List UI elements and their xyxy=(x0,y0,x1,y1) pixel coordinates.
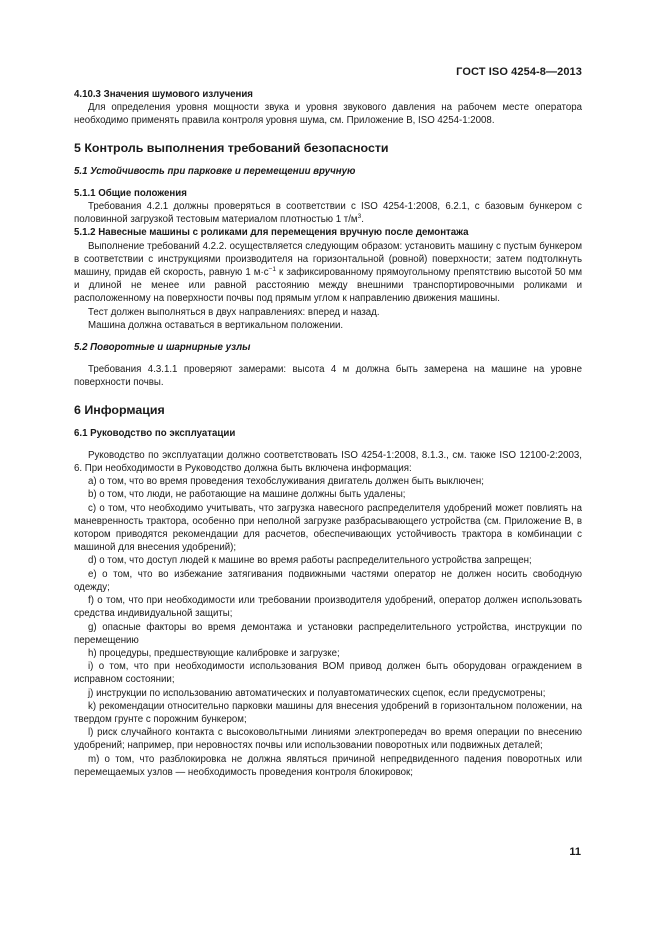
paragraph-5-1-1 xyxy=(74,200,582,226)
document-body xyxy=(74,88,582,779)
subsection-title-6-1: 6.1 Руководство по эксплуатации xyxy=(74,427,236,439)
list-item: k) рекомендации относительно парковки машины для внесения удобрений в горизонтальном положении, на твердом грунте с порожним бункером; xyxy=(74,700,582,725)
subsection-title-4-10-3: 4.10.3 Значения шумового излучения xyxy=(74,89,253,100)
paragraph-5-1-2-a xyxy=(74,240,582,306)
paragraph-5-1-2-b: Тест должен выполняться в двух направлениях: вперед и назад. xyxy=(88,306,380,318)
subsection-title-5-1: 5.1 Устойчивость при парковке и перемещении вручную xyxy=(74,165,356,177)
list-item: h) процедуры, предшествующие калибровке и загрузке; xyxy=(88,647,340,659)
list-item: l) риск случайного контакта с высоковольтными линиями электропередач во время операции по внесению удобрений; например, при неровностях почвы или использовании поворотных или подвижных деталей; xyxy=(74,727,582,752)
paragraph-4-10-3: Для определения уровня мощности звука и уровня звукового давления на рабочем месте оператора необходимо применять правила контроля уровня шума, см. Приложение В, ISO 4254-1:2008. xyxy=(74,102,582,127)
list-item: i) о том, что при необходимости использования ВОМ привод должен быть оборудован ограждением в исправном состоянии; xyxy=(74,661,582,686)
superscript-minus-one: −1 xyxy=(268,266,276,274)
list-item: a) о том, что во время проведения техобслуживания двигатель должен быть выключен; xyxy=(88,476,484,488)
list-item: b) о том, что люди, не работающие на машине должны быть удалены; xyxy=(88,489,406,501)
list-item: g) опасные факторы во время демонтажа и установки распределительного устройства, инструкции по перемещению xyxy=(74,621,582,646)
paragraph-5-1-1-text: Требования 4.2.1 должны проверяться в соответствии с ISO 4254-1:2008, 6.2.1, с базовым бункером с половинной загрузкой тестовым материалом плотностью 1 т/м xyxy=(74,201,582,226)
paragraph-5-2: Требования 4.3.1.1 проверяют замерами: высота 4 м должна быть замерена на машине на уровне поверхности почвы. xyxy=(74,364,582,389)
subsection-title-5-1-2: 5.1.2 Навесные машины с роликами для перемещения вручную после демонтажа xyxy=(74,227,469,239)
paragraph-5-1-2-text: Выполнение требований 4.2.2. осуществляется следующим образом: установить машину с пустым бункером в соответствии с инструкциями производителя на горизонтальной (ровной) поверхности; затем подтолкнуть машину, придав ей скорость, равную 1 м·с xyxy=(74,240,582,279)
list-item: c) о том, что необходимо учитывать, что загрузка навесного распределителя удобрений может повлиять на маневренность трактора, особенно при неполной загрузке разбрасывающего устройства (см. Приложение В, в котором приводятся рекомендации для расчетов, обеспечивающих устойчивость трактора в комбинации с машиной для внесения удобрений); xyxy=(74,502,582,554)
paragraph-5-1-2-text-cont: к зафиксированному прямоугольному препятствию высотой 50 мм и длиной не менее или равной расстоянию между внешними транспортировочными роликами и расположенному на поверхности почвы под прямым углом к направлению движения машины. xyxy=(74,267,582,305)
subsection-title-5-2: 5.2 Поворотные и шарнирные узлы xyxy=(74,342,251,354)
subsection-title-5-1-1: 5.1.1 Общие положения xyxy=(74,187,187,199)
paragraph-5-1-2-c: Машина должна оставаться в вертикальном положении. xyxy=(88,319,344,331)
list-item: j) инструкции по использованию автоматических и полуавтоматических сцепок, если предусмотрены; xyxy=(88,687,546,699)
section-title-5: 5 Контроль выполнения требований безопасности xyxy=(74,140,389,155)
list-item: f) о том, что при необходимости или требовании производителя удобрений, оператор должен использовать средства индивидуальной защиты; xyxy=(74,595,582,620)
list-item: d) о том, что доступ людей к машине во время работы распределительного устройства запрещен; xyxy=(88,555,532,567)
page-number: 11 xyxy=(569,846,581,858)
standard-code-header: ГОСТ ISO 4254-8—2013 xyxy=(456,66,582,78)
section-title-6: 6 Информация xyxy=(74,402,165,417)
superscript-cubed: 3 xyxy=(357,213,362,221)
list-item: e) о том, что во избежание затягивания подвижными частями оператор не должен носить свободную одежду; xyxy=(74,568,582,593)
list-item: m) о том, что разблокировка не должна являться причиной непредвиденного падения поворотных или перемещаемых узлов — необходимость проведения контроля блокировок; xyxy=(74,753,582,778)
paragraph-6-1-intro: Руководство по эксплуатации должно соответствовать ISO 4254-1:2008, 8.1.3., см. также ISO 12100-2:2003, 6. При необходимости в Руководство должна быть включена информация: xyxy=(74,449,582,475)
paragraph-5-1-1-end: . xyxy=(361,214,364,226)
